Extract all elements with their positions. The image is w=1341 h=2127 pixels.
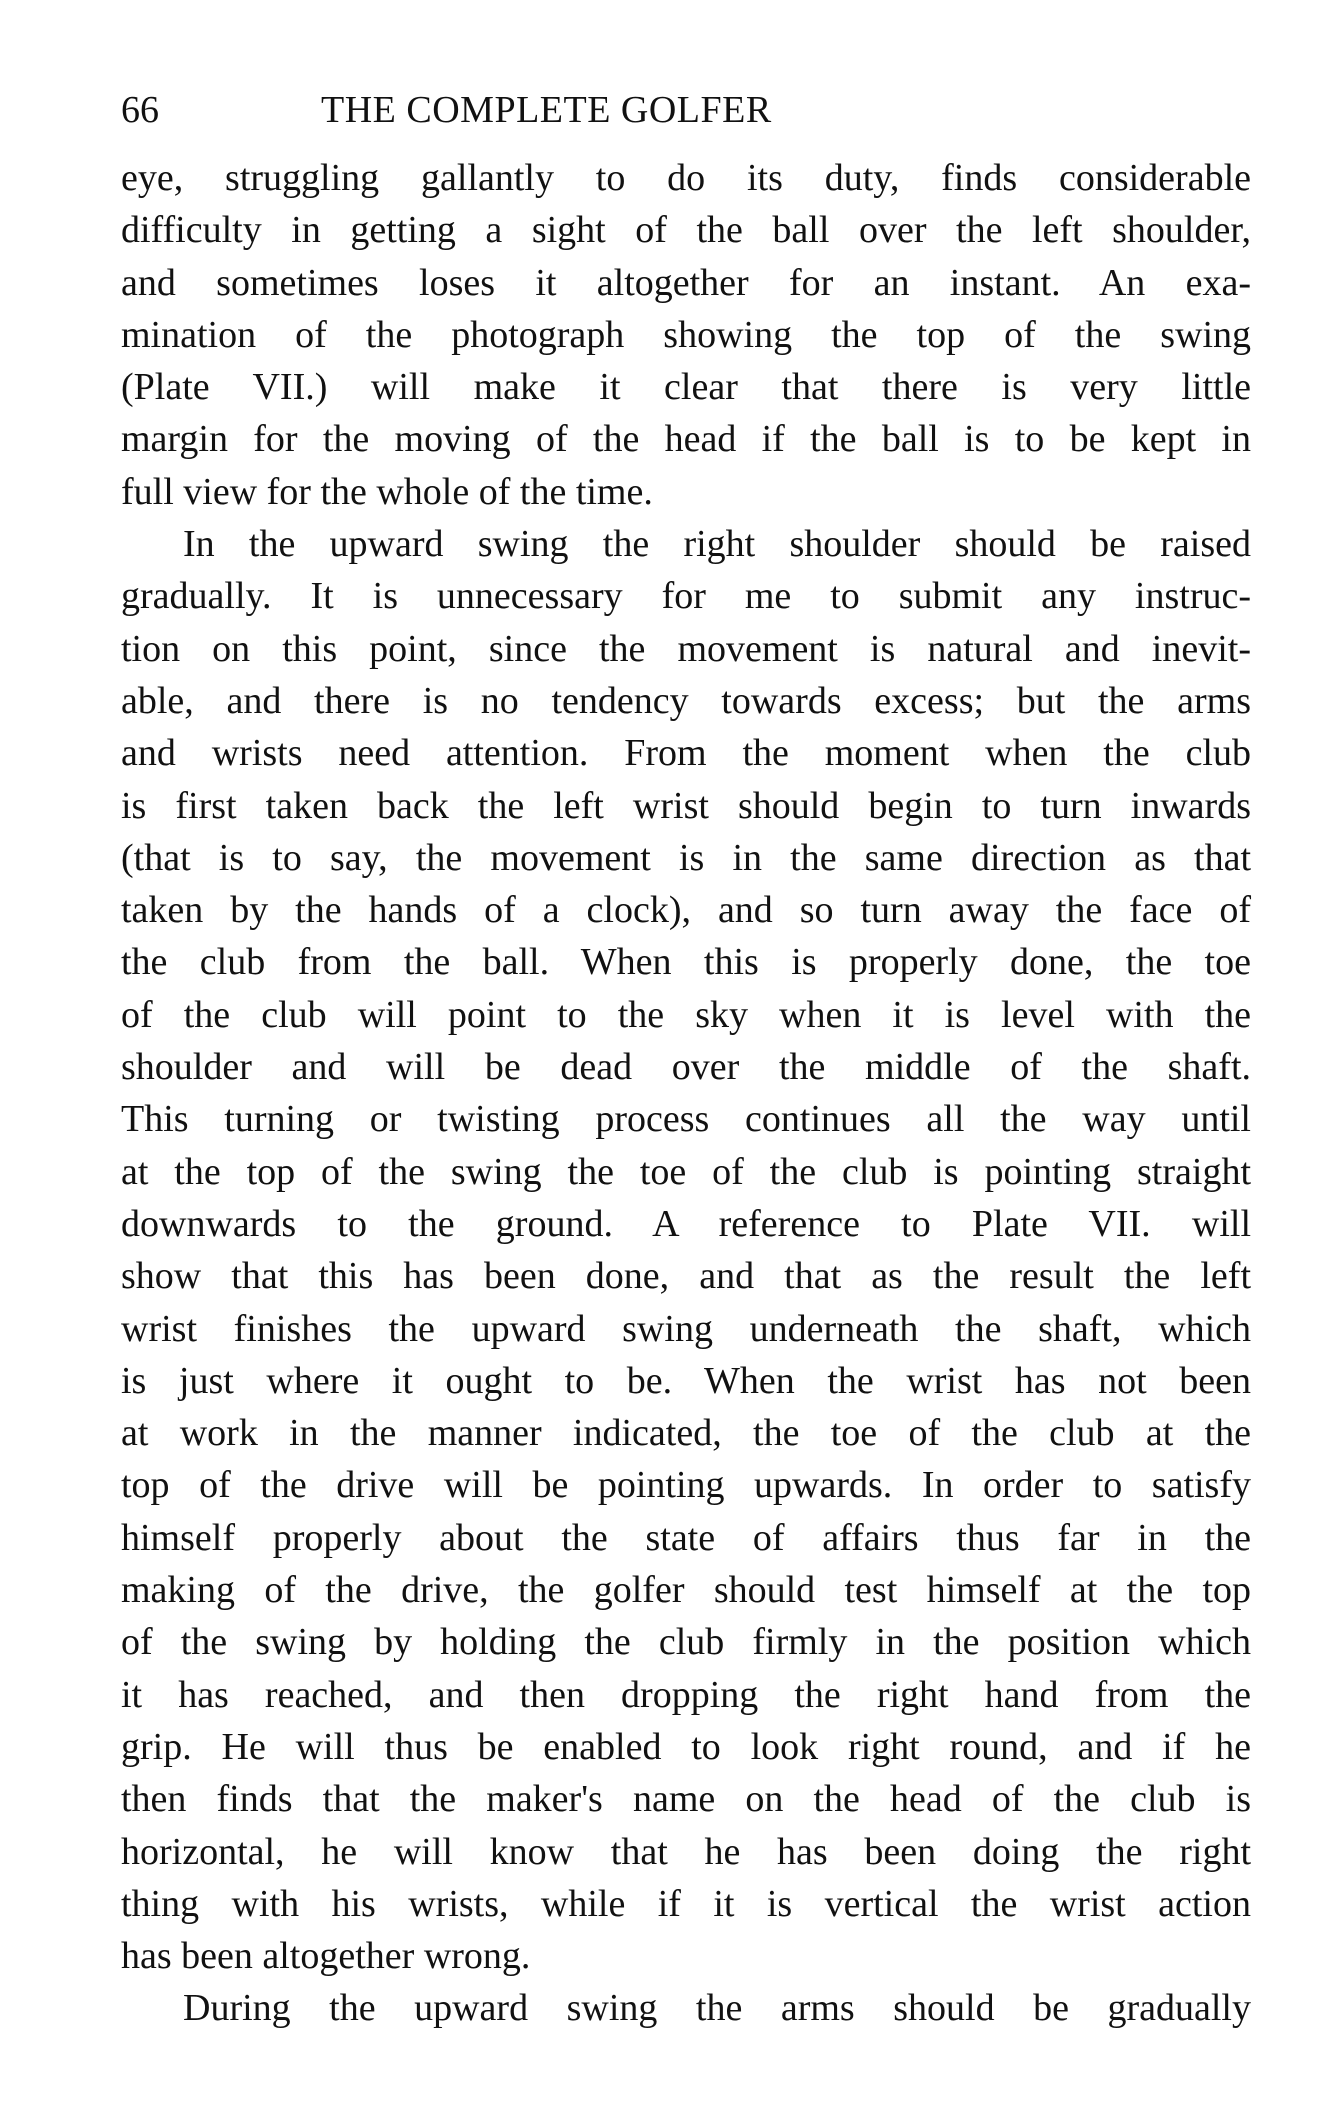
text-line: grip. He will thus be enabled to look right round, and if he — [121, 1725, 1251, 1768]
text-line: top of the drive will be pointing upwards. In order to satisfy — [121, 1464, 1251, 1507]
text-line: has been altogether wrong. — [121, 1935, 531, 1978]
text-line: mination of the photograph showing the top of the swing — [121, 313, 1251, 356]
text-line: thing with his wrists, while if it is vertical the wrist action — [121, 1882, 1251, 1925]
text-line: horizontal, he will know that he has been doing the right — [121, 1830, 1251, 1873]
text-line: downwards to the ground. A reference to Plate VII. will — [121, 1202, 1251, 1245]
text-line: of the club will point to the sky when it is level with the — [121, 993, 1251, 1036]
text-line: at the top of the swing the toe of the club is pointing straight — [121, 1150, 1251, 1193]
text-line: at work in the manner indicated, the toe of the club at the — [121, 1412, 1251, 1455]
text-line: making of the drive, the golfer should test himself at the top — [121, 1569, 1251, 1612]
paragraph — [121, 1982, 1251, 2034]
text-line: difficulty in getting a sight of the ball over the left shoulder, — [121, 209, 1251, 252]
text-line: In the upward swing the right shoulder should be raised — [183, 523, 1251, 566]
paragraph — [121, 518, 1251, 1982]
text-line: (that is to say, the movement is in the same direction as that — [121, 836, 1251, 879]
text-line: gradually. It is unnecessary for me to submit any instruc- — [121, 575, 1251, 618]
text-line: eye, struggling gallantly to do its duty, finds considerable — [121, 157, 1251, 199]
text-line: is first taken back the left wrist should begin to turn inwards — [121, 784, 1251, 827]
text-line: show that this has been done, and that as the result the left — [121, 1255, 1251, 1298]
text-line: the club from the ball. When this is properly done, the toe — [121, 941, 1251, 984]
text-line: This turning or twisting process continues all the way until — [121, 1098, 1251, 1141]
text-line: tion on this point, since the movement is natural and inevit- — [121, 627, 1251, 670]
running-title: THE COMPLETE GOLFER — [321, 89, 772, 131]
text-line: himself properly about the state of affairs thus far in the — [121, 1516, 1251, 1559]
text-line: full view for the whole of the time. — [121, 470, 653, 513]
text-line: able, and there is no tendency towards excess; but the arms — [121, 679, 1251, 722]
text-line: and wrists need attention. From the moment when the club — [121, 732, 1251, 775]
text-line: (Plate VII.) will make it clear that there is very little — [121, 366, 1251, 409]
text-line: margin for the moving of the head if the ball is to be kept in — [121, 418, 1251, 461]
text-line: taken by the hands of a clock), and so turn away the face of — [121, 889, 1251, 932]
text-line: then finds that the maker's name on the head of the club is — [121, 1778, 1251, 1821]
page-number: 66 — [121, 89, 159, 131]
body-text — [121, 152, 1251, 2035]
paragraph — [121, 152, 1251, 518]
text-line: shoulder and will be dead over the middle of the shaft. — [121, 1046, 1251, 1089]
text-line: it has reached, and then dropping the right hand from the — [121, 1673, 1251, 1716]
text-line: wrist finishes the upward swing underneath the shaft, which — [121, 1307, 1251, 1350]
running-header — [121, 84, 1251, 136]
text-line: of the swing by holding the club firmly in the position which — [121, 1621, 1251, 1664]
text-line: and sometimes loses it altogether for an instant. An exa- — [121, 261, 1251, 304]
text-line: During the upward swing the arms should be gradually — [183, 1987, 1251, 2030]
text-line: is just where it ought to be. When the wrist has not been — [121, 1359, 1251, 1402]
